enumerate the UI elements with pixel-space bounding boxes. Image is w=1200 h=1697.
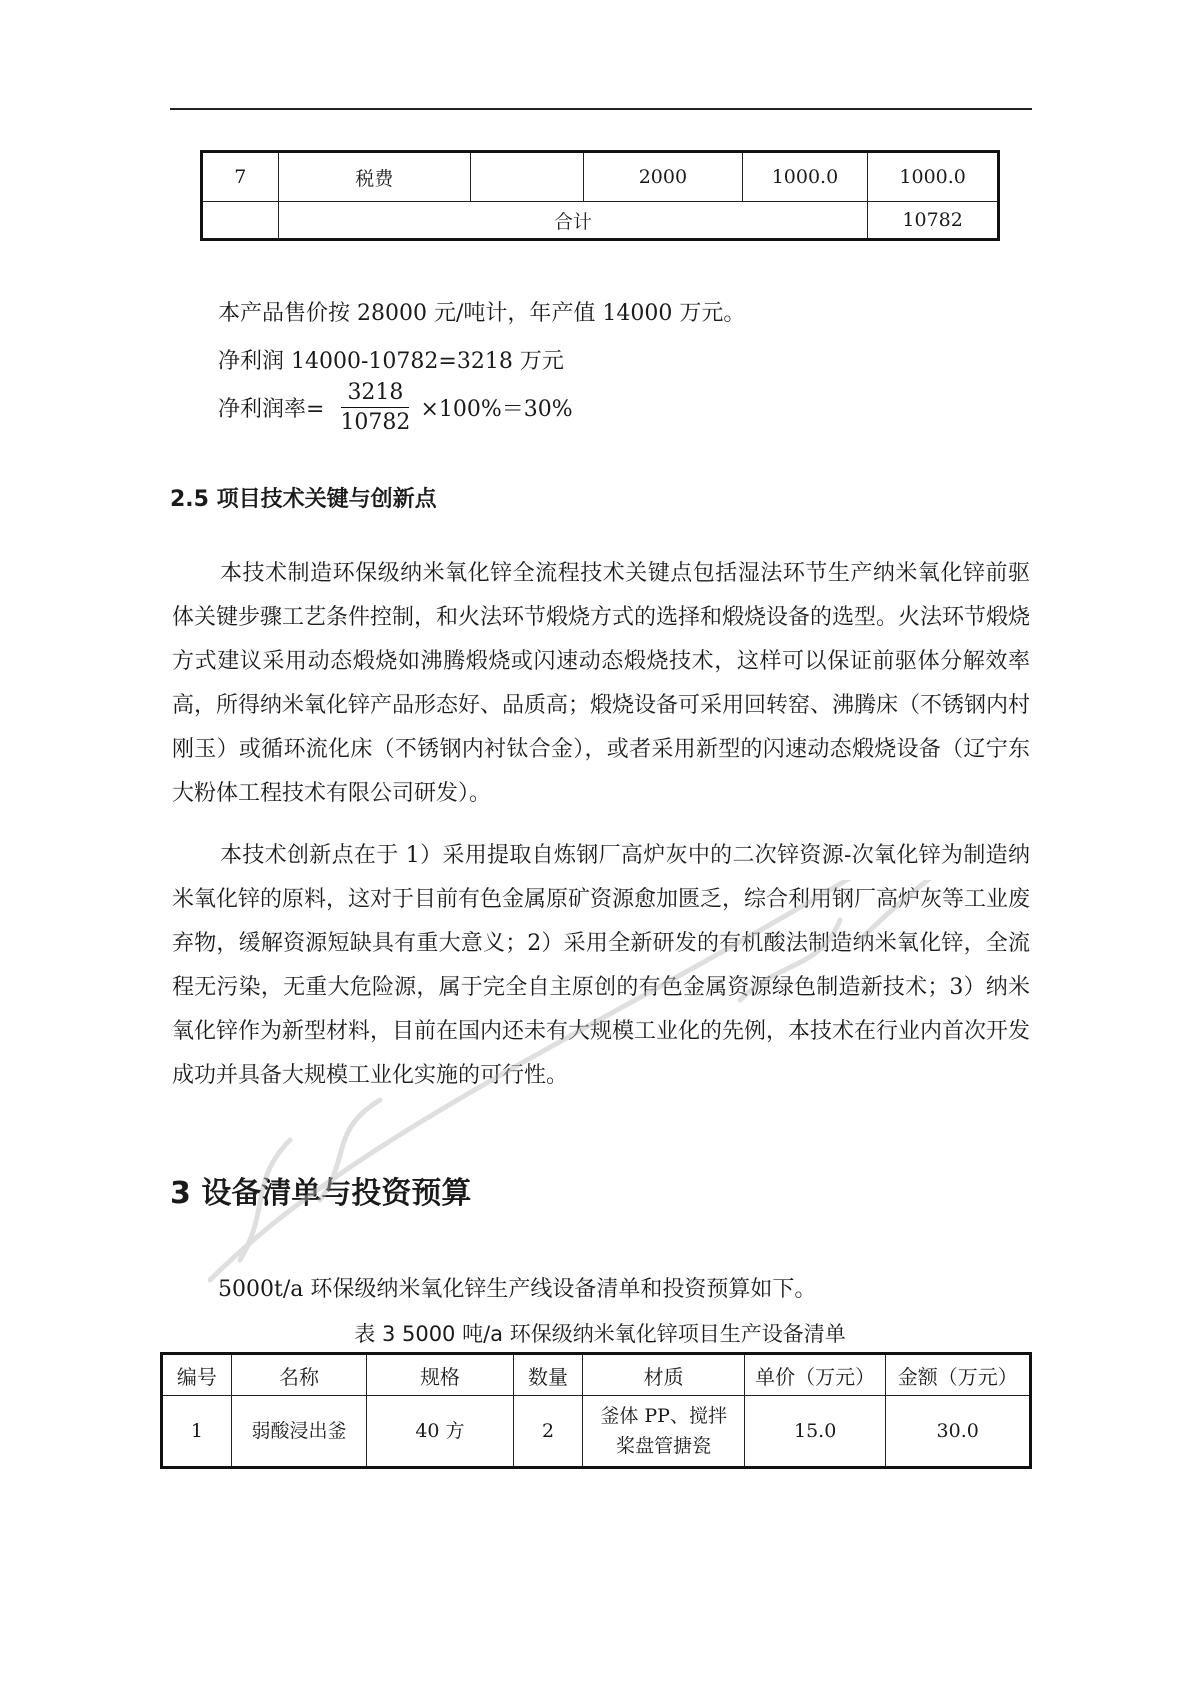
fraction [334,380,416,435]
header-rule [170,108,1032,110]
equipment-spec: 40 方 [367,1396,513,1468]
table-caption: 表 3 5000 吨/a 环保级纳米氧化锌项目生产设备清单 [354,1322,846,1346]
material-line-2: 桨盘管搪瓷 [616,1435,712,1457]
item-quantity: 2000 [584,152,742,202]
profit-rate-formula [218,380,573,435]
cost-table [200,150,1000,241]
fraction-numerator: 3218 [341,380,409,408]
section-3-title: 3 设备清单与投资预算 [170,1176,472,1211]
item-name: 税费 [278,152,470,202]
row-number: 1 [162,1396,232,1468]
header-quantity: 数量 [513,1354,583,1396]
fraction-denominator: 10782 [340,410,411,435]
rate-result: ×100%＝30% [420,397,573,422]
item-amount: 1000.0 [868,152,999,202]
paragraph-innovation: 本技术创新点在于 1）采用提取自炼钢厂高炉灰中的二次锌资源-次氧化锌为制造纳米氧化锌的原料，这对于目前有色金属原矿资源愈加匮乏，综合利用钢厂高炉灰等工业废弃物，缓解资源短缺具有重大意义；2）采用全新研发的有机酸法制造纳米氧化锌，全流程无污染，无重大危险源，属于完全自主原创的有色金属资源绿色制造新技术；3）纳米氧化锌作为新型材料，目前在国内还未有大规模工业化的先例，本技术在行业内首次开发成功并具备大规模工业化实施的可行性。 [172,843,1031,1088]
table-row [202,152,999,202]
section-2-5-title: 2.5 项目技术关键与创新点 [170,487,437,512]
equipment-unit-price: 15.0 [744,1396,886,1468]
equipment-amount: 30.0 [886,1396,1031,1468]
price-line: 本产品售价按 28000 元/吨计，年产值 14000 万元。 [218,301,746,326]
total-value: 10782 [868,202,999,240]
item-unit-price: 1000.0 [742,152,868,202]
header-number: 编号 [162,1354,232,1396]
table-header-row [162,1354,1031,1396]
section-3-intro: 5000t/a 环保级纳米氧化锌生产线设备清单和投资预算如下。 [218,1277,817,1302]
total-label: 合计 [278,202,868,240]
total-row [202,202,999,240]
empty-cell [202,202,279,240]
item-spec [470,152,583,202]
header-unit-price: 单价（万元） [744,1354,886,1396]
header-name: 名称 [231,1354,366,1396]
table-row [162,1396,1031,1468]
header-material: 材质 [583,1354,744,1396]
rate-label: 净利润率= [218,397,325,422]
profit-line: 净利润 14000-10782=3218 万元 [218,349,564,374]
equipment-material [583,1396,744,1468]
row-number: 7 [202,152,279,202]
equipment-quantity: 2 [513,1396,583,1468]
header-spec: 规格 [367,1354,513,1396]
equipment-name: 弱酸浸出釜 [231,1396,366,1468]
header-amount: 金额（万元） [886,1354,1031,1396]
paragraph-tech-key: 本技术制造环保级纳米氧化锌全流程技术关键点包括湿法环节生产纳米氧化锌前驱体关键步骤工艺条件控制，和火法环节煅烧方式的选择和煅烧设备的选型。火法环节煅烧方式建议采用动态煅烧如沸腾煅烧或闪速动态煅烧技术，这样可以保证前驱体分解效率高，所得纳米氧化锌产品形态好、品质高；煅烧设备可采用回转窑、沸腾床（不锈钢内村刚玉）或循环流化床（不锈钢内衬钛合金），或者采用新型的闪速动态煅烧设备（辽宁东大粉体工程技术有限公司研发）。 [172,561,1031,806]
equipment-table [160,1352,1032,1469]
material-line-1: 釜体 PP、搅拌 [600,1405,727,1427]
